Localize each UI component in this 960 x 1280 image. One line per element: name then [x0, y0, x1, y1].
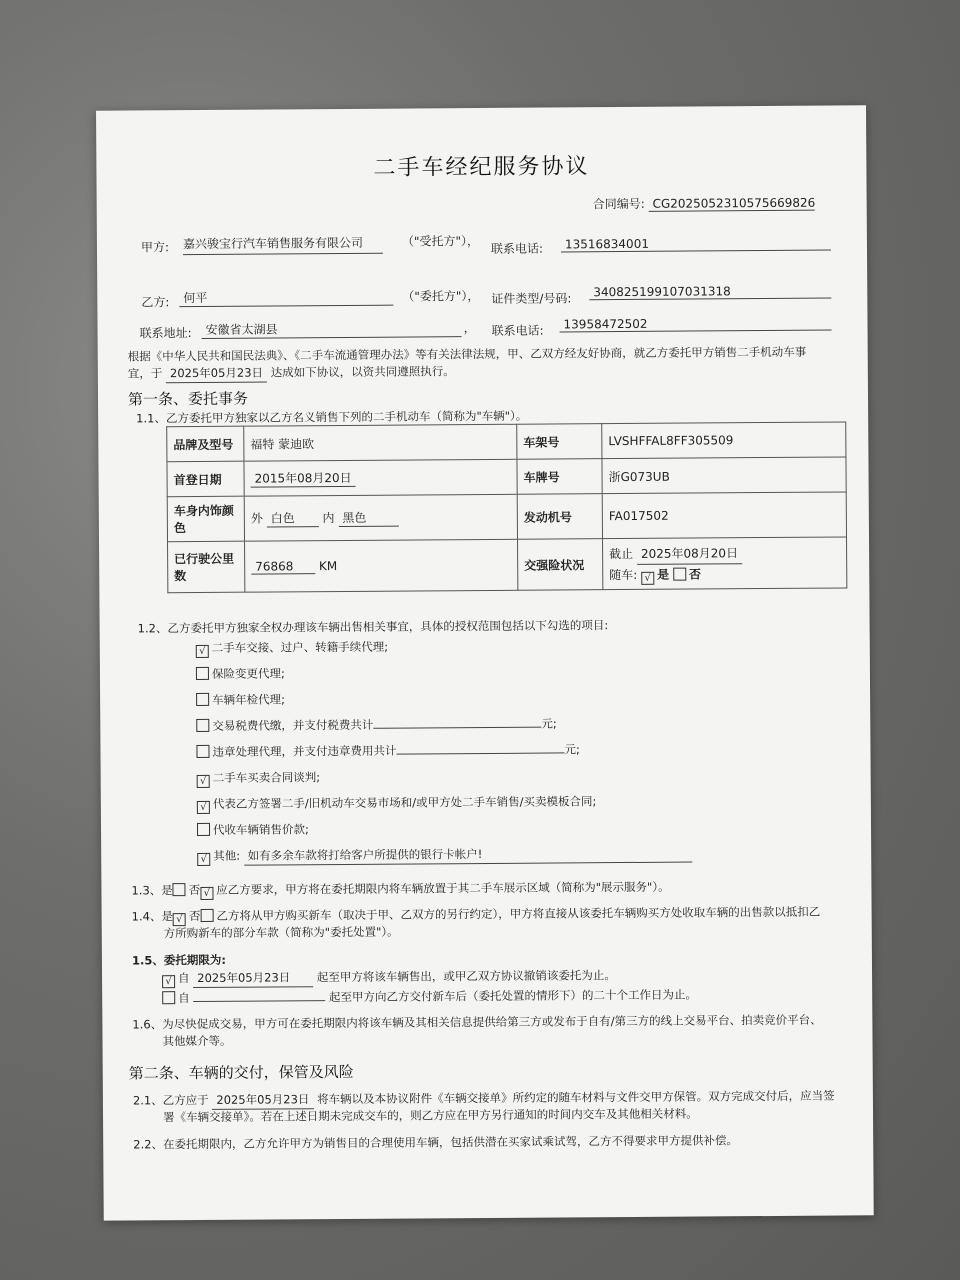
clause-1-2: 1.2、乙方委托甲方独家全权办理该车辆出售相关事宜，具体的授权范围包括以下勾选的项目:: [137, 618, 609, 636]
list-item: 交易税费代缴，并支付税费共计 元;: [196, 715, 556, 735]
reg-date-label: 首登日期: [167, 461, 244, 497]
exterior-color: 白色: [267, 509, 319, 527]
party-a-phone: 13516834001: [561, 236, 831, 253]
list-item: √ 二手车交接、过户、转籍手续代理;: [196, 639, 388, 658]
contract-page: [96, 105, 874, 1220]
brand-value: 福特 蒙迪欧: [244, 424, 517, 461]
party-a-name: 嘉兴骏宝行汽车销售服务有限公司: [183, 233, 383, 255]
interior-color: 黑色: [338, 509, 398, 527]
clause-1-5: 1.5、委托期限为:: [131, 952, 226, 968]
vehicle-table: [166, 421, 847, 593]
intro-line-1: 根据《中华人民共和国民法典》、《二手车流通管理办法》等有关法律法规，甲、乙双方经友好协商，就乙方委托甲方销售二手机动车事: [127, 344, 807, 364]
page-title: 二手车经纪服务协议: [373, 154, 590, 181]
clause-2-1-line-2: 署《车辆交接单》。若在上述日期未完成交车的，则乙方应在甲方另行通知的时间内交车及其他相关材料。: [162, 1106, 698, 1125]
term-1-checkbox[interactable]: √: [162, 975, 175, 988]
item-checkbox[interactable]: [196, 745, 209, 758]
mileage-value: 76868: [251, 559, 315, 574]
clause-2-1: 2.1、乙方应于 2025年05月23日 将车辆以及本协议附件《车辆交接单》所约定的随车材料与文件交甲方保管。双方完成交付后，应当签: [133, 1088, 835, 1111]
vin-value: LVSHFFAL8FF305509: [602, 422, 846, 459]
section-1-heading: 第一条、委托事务: [127, 389, 249, 409]
party-b-phone-label: 联系电话:: [491, 323, 544, 338]
clause-2-2: 2.2、在委托期限内，乙方允许甲方为销售目的合理使用车辆，包括供潜在买家试乘试驾，乙方不得要求甲方提供补偿。: [133, 1133, 739, 1152]
clause-1-6: 1.6、为尽快促成交易，甲方可在委托期限内将该车辆及其相关信息提供给第三方或发布于自有/第三方的线上交易平台、拍卖竞价平台、: [132, 1012, 822, 1032]
item-checkbox[interactable]: [196, 667, 209, 680]
color-cell: 外 白色 内 黑色: [244, 494, 517, 541]
delivery-date: 2025年05月23日: [212, 1091, 313, 1110]
term-option-2: 自 起至甲方向乙方交付新车后（委托处置的情形下）的二十个工作日为止。: [162, 987, 697, 1008]
address-label: 联系地址:: [139, 326, 192, 341]
yes-checkbox[interactable]: [173, 883, 186, 896]
insurance-label: 交强险状况: [518, 539, 603, 591]
insurance-yes-checkbox[interactable]: √: [641, 571, 654, 584]
clause-1-1: 1.1、乙方委托甲方独家以乙方名义销售下列的二手机动车（简称为"车辆"）。: [136, 408, 528, 426]
yes-checkbox[interactable]: √: [173, 913, 186, 926]
party-a-role: （"受托方"），: [401, 234, 480, 249]
address: 安徽省太湖县: [201, 319, 461, 339]
color-label: 车身内饰颜色: [167, 496, 244, 542]
section-2-heading: 第二条、车辆的交付，保管及风险: [128, 1062, 354, 1083]
clause-1-6-line-2: 其他媒介等。: [162, 1033, 232, 1049]
term-option-1: √ 自 2025年05月23日 起至甲方将该车辆售出，或甲乙双方协议撤销该委托为止。: [162, 967, 616, 988]
no-checkbox[interactable]: [200, 909, 213, 922]
id-type-label: 证件类型/号码:: [491, 291, 572, 306]
mileage-label: 已行驶公里数: [168, 541, 245, 593]
item-checkbox[interactable]: √: [197, 801, 210, 814]
engine-value: FA017502: [602, 492, 846, 539]
list-item: 保险变更代理;: [196, 665, 285, 683]
term-start-date: 2025年05月23日: [193, 969, 313, 988]
table-row: [167, 492, 846, 542]
insurance-cell: 截止 2025年08月20日 随车: √ 是 否: [603, 537, 847, 590]
party-b-label: 乙方:: [141, 295, 170, 310]
vin-label: 车架号: [517, 424, 602, 460]
item-checkbox[interactable]: [196, 693, 209, 706]
table-row: [167, 422, 846, 462]
clause-1-4-line-2: 方所购新车的部分车款（简称为"委托处置"）。: [163, 924, 399, 941]
term-2-checkbox[interactable]: [162, 991, 175, 1004]
clause-1-3: 1.3、是 否 √ 应乙方要求，甲方将在委托期限内将车辆放置于其二手车展示区域（简称为"展示服务"）。: [131, 879, 670, 899]
list-item: √ 其他: 如有多余车款将打给客户所提供的银行卡帐户!: [197, 845, 692, 866]
clause-1-4: 1.4、是 √ 否 乙方将从甲方购买新车（取决于甲、乙双方的另行约定），甲方将直接从该委托车辆购买方处收取车辆的出售款以抵扣乙: [131, 904, 821, 926]
insurance-until: 2025年08月20日: [637, 543, 742, 565]
list-item: √ 二手车买卖合同谈判;: [197, 769, 320, 788]
brand-label: 品牌及型号: [167, 426, 244, 462]
item-checkbox[interactable]: [196, 719, 209, 732]
reg-date-value: 2015年08月20日: [251, 469, 356, 488]
list-item: 违章处理代理，并支付违章费用共计 元;: [196, 741, 579, 761]
party-b-name: 何平: [179, 288, 393, 307]
plate-label: 车牌号: [517, 459, 602, 495]
item-checkbox[interactable]: √: [197, 853, 210, 866]
party-b-phone: 13958472502: [559, 316, 831, 333]
list-item: 代收车辆销售价款;: [197, 821, 309, 839]
engine-label: 发动机号: [517, 494, 602, 540]
party-b-role: （"委托方"），: [402, 289, 480, 304]
mileage-cell: 76868 KM: [245, 539, 518, 592]
no-checkbox[interactable]: √: [200, 887, 213, 900]
insurance-no-checkbox[interactable]: [673, 567, 686, 580]
party-a-phone-label: 联系电话:: [490, 241, 544, 256]
item-checkbox[interactable]: √: [196, 645, 209, 658]
id-number: 340825199107031318: [589, 284, 831, 301]
plate-value: 浙G073UB: [602, 457, 846, 494]
other-fill: 如有多余车款将打给客户所提供的银行卡帐户!: [244, 845, 692, 866]
table-row: [168, 537, 847, 593]
table-row: [167, 457, 846, 497]
address-sep: ，: [463, 321, 476, 336]
reg-date-cell: [244, 459, 517, 496]
item-checkbox[interactable]: √: [197, 775, 210, 788]
list-item: 车辆年检代理;: [196, 691, 285, 709]
intro-line-2: 宜，于 2025年05月23日 达成如下协议，以资共同遵照执行。: [128, 363, 455, 383]
list-item: √ 代表乙方签署二手/旧机动车交易市场和/或甲方处二手车销售/买卖模板合同;: [197, 793, 597, 814]
item-checkbox[interactable]: [197, 823, 210, 836]
contract-number: 合同编号: CG2025052310575669826: [592, 195, 816, 212]
party-a-label: 甲方:: [140, 240, 170, 255]
